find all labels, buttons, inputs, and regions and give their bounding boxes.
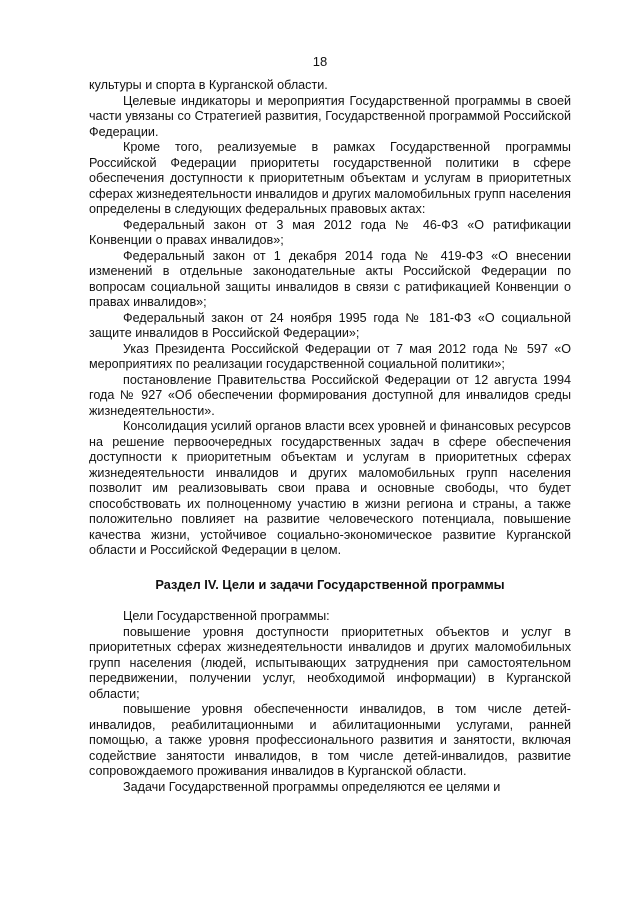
section-heading: Раздел IV. Цели и задачи Государственной программы xyxy=(155,576,505,592)
document-body xyxy=(89,78,571,795)
paragraph: Задачи Государственной программы определяются ее целями и xyxy=(123,779,501,794)
paragraph: Федеральный закон от 1 декабря 2014 года № 419-ФЗ «О внесении изменений в отдельные законодательные акты Российской Федерации по вопросам социальной защиты инвалидов в связи с ратификацией Конвенции о правах инвалидов»; xyxy=(89,248,571,309)
paragraph: повышение уровня доступности приоритетных объектов и услуг в приоритетных сферах жизнедеятельности инвалидов и других маломобильных групп населения (людей, испытывающих затруднения при самостоятельном передвижении, получении услуг, необходимой информации) в Курганской области; xyxy=(89,624,571,701)
paragraph: Кроме того, реализуемые в рамках Государственной программы Российской Федерации приоритеты государственной политики в сфере обеспечения доступности к приоритетным объектам и услугам в приоритетных сферах жизнедеятельности инвалидов и других маломобильных групп населения определены в следующих федеральных правовых актах: xyxy=(89,140,571,216)
paragraph: Консолидация усилий органов власти всех уровней и финансовых ресурсов на решение первоочередных государственных задач в сфере обеспечения доступности к приоритетным объектам и услугам в приоритетных сферах жизнедеятельности инвалидов и других маломобильных групп населения позволит им реализовывать свои права и основные свободы, что будет способствовать их полноценному участию в жизни региона и страны, а также положительно повлияет на развитие человеческого потенциала, повышение качества жизни, устойчивое социально-экономическое развитие Курганской области и Российской Федерации в целом. xyxy=(89,419,571,557)
paragraph: повышение уровня обеспеченности инвалидов, в том числе детей-инвалидов, реабилитационными и абилитационными услугами, ранней помощью, а также уровня профессионального развития и занятости, включая содействие занятости инвалидов, в том числе детей-инвалидов, развитие сопровождаемого проживания инвалидов в Курганской области. xyxy=(89,702,571,778)
paragraph: Федеральный закон от 3 мая 2012 года № 46-ФЗ «О ратификации Конвенции о правах инвалидов»; xyxy=(89,217,571,247)
paragraphs-after-heading xyxy=(89,609,571,795)
page-number: 18 xyxy=(312,54,328,69)
paragraph: культуры и спорта в Курганской области. xyxy=(89,78,328,92)
paragraph: Федеральный закон от 24 ноября 1995 года № 181-ФЗ «О социальной защите инвалидов в Российской Федерации»; xyxy=(89,310,571,340)
paragraph: Указ Президента Российской Федерации от 7 мая 2012 года № 597 «О мероприятиях по реализации государственной социальной политики»; xyxy=(89,341,571,371)
paragraph: постановление Правительства Российской Федерации от 12 августа 1994 года № 927 «Об обеспечении формирования доступной для инвалидов среды жизнедеятельности». xyxy=(89,372,571,418)
paragraph: Целевые индикаторы и мероприятия Государственной программы в своей части увязаны со Стратегией развития, Государственной программой Российской Федерации. xyxy=(89,93,571,139)
paragraph: Цели Государственной программы: xyxy=(123,609,330,623)
paragraphs-before-heading xyxy=(89,78,571,559)
